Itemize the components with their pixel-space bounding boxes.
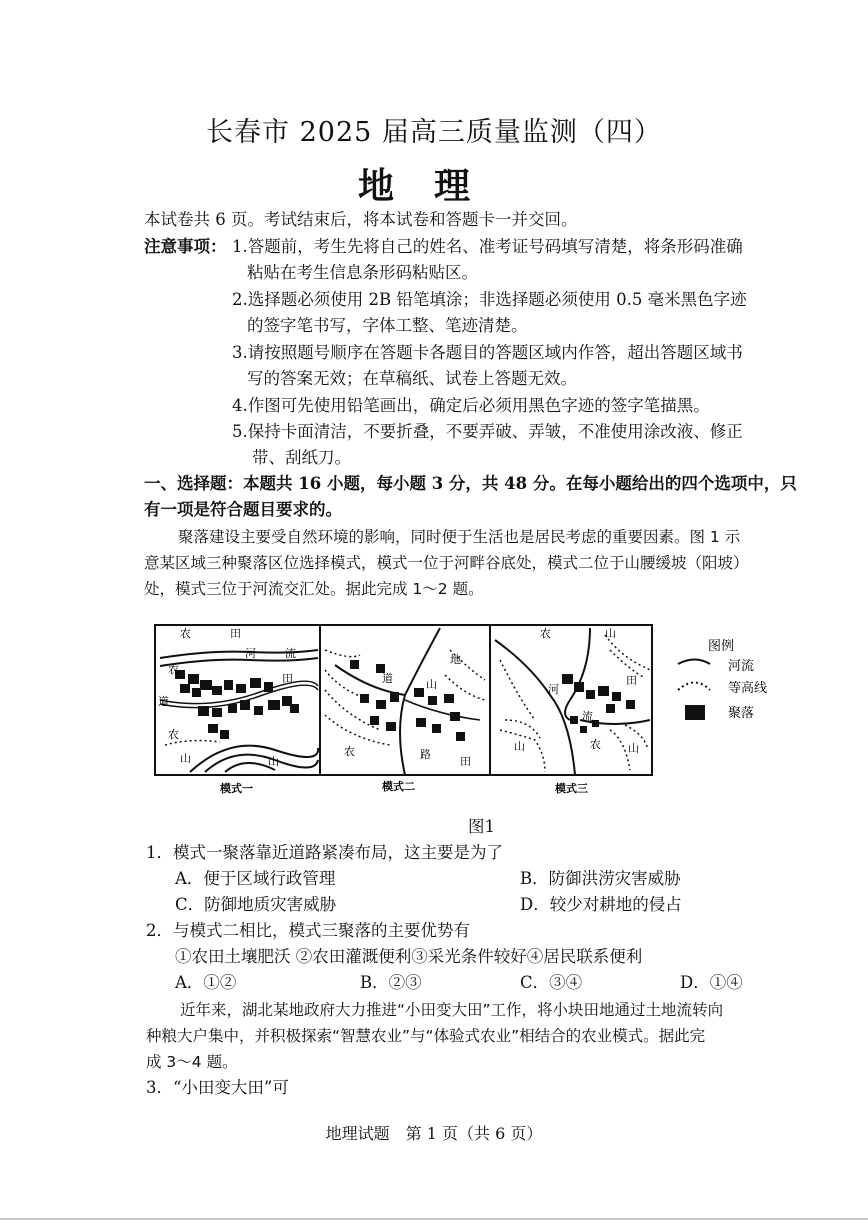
map1-label-liu: 流 — [285, 647, 296, 660]
q1-option-d: D．较少对耕地的侵占 — [520, 895, 682, 914]
figure-caption: 图1 — [468, 817, 495, 836]
note-2-line-2: 的签字笔书写，字体工整、笔迹清楚。 — [247, 316, 528, 335]
legend-contour: 等高线 — [728, 681, 768, 696]
section-heading-line-2: 有一项是符合题目要求的。 — [144, 500, 342, 519]
legend-contour-symbol — [678, 683, 710, 691]
map1-label-shan2: 山 — [268, 755, 279, 768]
q1-option-c: C．防御地质灾害威胁 — [175, 895, 337, 914]
q1-option-a: A．便于区域行政管理 — [175, 869, 336, 888]
river-line — [495, 640, 575, 775]
settlement-figure — [150, 620, 850, 800]
q2-stem: 2．与模式二相比，模式三聚落的主要优势有 — [146, 921, 470, 940]
river-line — [335, 665, 405, 695]
passage1-line-3: 处，模式三位于河流交汇处。据此完成 1～2 题。 — [144, 580, 484, 598]
notes-label: 注意事项： — [144, 237, 227, 256]
passage1-line-1: 聚落建设主要受自然环境的影响，同时便于生活也是居民考虑的重要因素。图 1 示 — [178, 528, 741, 546]
legend-settlement: 聚落 — [728, 706, 755, 721]
q2-statements: ①农田土壤肥沃 ②农田灌溉便利③采光条件较好④居民联系便利 — [175, 947, 643, 966]
note-1-line-1: 1.答题前，考生先将自己的姓名、准考证号码填写清楚，将条形码准确 — [232, 237, 743, 256]
legend-title: 图例 — [708, 639, 735, 654]
map1-label-shan: 山 — [180, 752, 191, 765]
passage1-line-2: 意某区域三种聚落区位选择模式，模式一位于河畔谷底处，模式二位于山腰缓坡（阳坡） — [144, 554, 749, 572]
exam-title: 长春市 2025 届高三质量监测（四） — [206, 117, 662, 148]
settlement-blocks-1 — [175, 670, 299, 739]
map2-label-lu: 路 — [420, 748, 431, 761]
note-5-line-1: 5.保持卡面清洁，不要折叠，不要弄破、弄皱，不准使用涂改液、修正 — [232, 422, 743, 441]
page-footer: 地理试题 第 1 页（共 6 页） — [325, 1124, 543, 1143]
section-heading-line-1: 一、选择题：本题共 16 小题，每小题 3 分，共 48 分。在每小题给出的四个选项中，只 — [144, 474, 797, 493]
note-5-line-2: 带、刮纸刀。 — [252, 448, 351, 467]
map3-label-tian: 田 — [626, 674, 637, 687]
q2-option-b: B．②③ — [360, 973, 422, 992]
map2-label-nong: 农 — [344, 745, 355, 758]
panel-label-1: 模式一 — [220, 782, 253, 795]
q1-stem: 1．模式一聚落靠近道路紧凑布局，这主要是为了 — [146, 843, 503, 862]
q3-stem: 3．“小田变大田”可 — [146, 1078, 289, 1097]
map3-label-nong2: 农 — [590, 738, 601, 751]
note-4-line-1: 4.作图可先使用铅笔画出，确定后必须用黑色字迹的签字笔描黑。 — [232, 396, 710, 415]
map1-label-nong3: 农 — [168, 728, 179, 741]
map3-label-he: 河 — [548, 683, 559, 696]
map1-label-nong2: 农 — [168, 663, 179, 676]
map3-label-shan2: 山 — [514, 740, 525, 753]
passage2-line-3: 成 3～4 题。 — [146, 1053, 238, 1071]
note-2-line-1: 2.选择题必须使用 2B 铅笔填涂；非选择题必须使用 0.5 毫米黑色字迹 — [232, 290, 747, 309]
q2-option-d: D．①④ — [680, 973, 743, 992]
note-3-line-1: 3.请按照题号顺序在答题卡各题目的答题区域内作答，超出答题区域书 — [232, 343, 743, 362]
map1-label-dao: 道 — [158, 695, 169, 708]
q1-option-b: B．防御洪涝灾害威胁 — [520, 869, 681, 888]
map1-label-tian2: 田 — [282, 672, 293, 685]
bottom-divider — [0, 1218, 868, 1220]
map1-label-he: 河 — [245, 647, 256, 660]
map1-label-nong: 农 — [180, 627, 191, 640]
intro-text: 本试卷共 6 页。考试结束后，将本试卷和答题卡一并交回。 — [144, 210, 578, 229]
passage2-line-2: 种粮大户集中，并积极探索“智慧农业”与“体验式农业”相结合的农业模式。据此完 — [146, 1027, 706, 1045]
map2-label-dao: 道 — [382, 672, 393, 685]
passage2-line-1: 近年来，湖北某地政府大力推进“小田变大田”工作，将小块田地通过土地流转向 — [180, 1001, 724, 1019]
map1-label-tian: 田 — [230, 627, 241, 640]
map3-label-shan3: 山 — [628, 742, 639, 755]
q2-option-a: A．①② — [175, 973, 237, 992]
legend-river: 河流 — [728, 659, 755, 674]
map2-label-di: 地 — [450, 653, 461, 666]
legend-river-symbol — [678, 660, 710, 665]
subject-title: 地理 — [357, 165, 510, 207]
map3-label-nong: 农 — [540, 627, 551, 640]
q2-option-c: C．③④ — [520, 973, 583, 992]
map3-label-liu: 流 — [582, 710, 593, 723]
map3-label-shan: 山 — [605, 627, 616, 640]
panel-label-2: 模式二 — [382, 780, 415, 793]
map2-label-shan: 山 — [426, 678, 437, 691]
note-1-line-2: 粘贴在考生信息条形码粘贴区。 — [247, 263, 478, 282]
legend-settlement-symbol — [685, 705, 705, 720]
panel-label-3: 模式三 — [555, 782, 588, 795]
map2-label-tian: 田 — [460, 755, 471, 768]
note-3-line-2: 写的答案无效；在草稿纸、试卷上答题无效。 — [247, 369, 577, 388]
